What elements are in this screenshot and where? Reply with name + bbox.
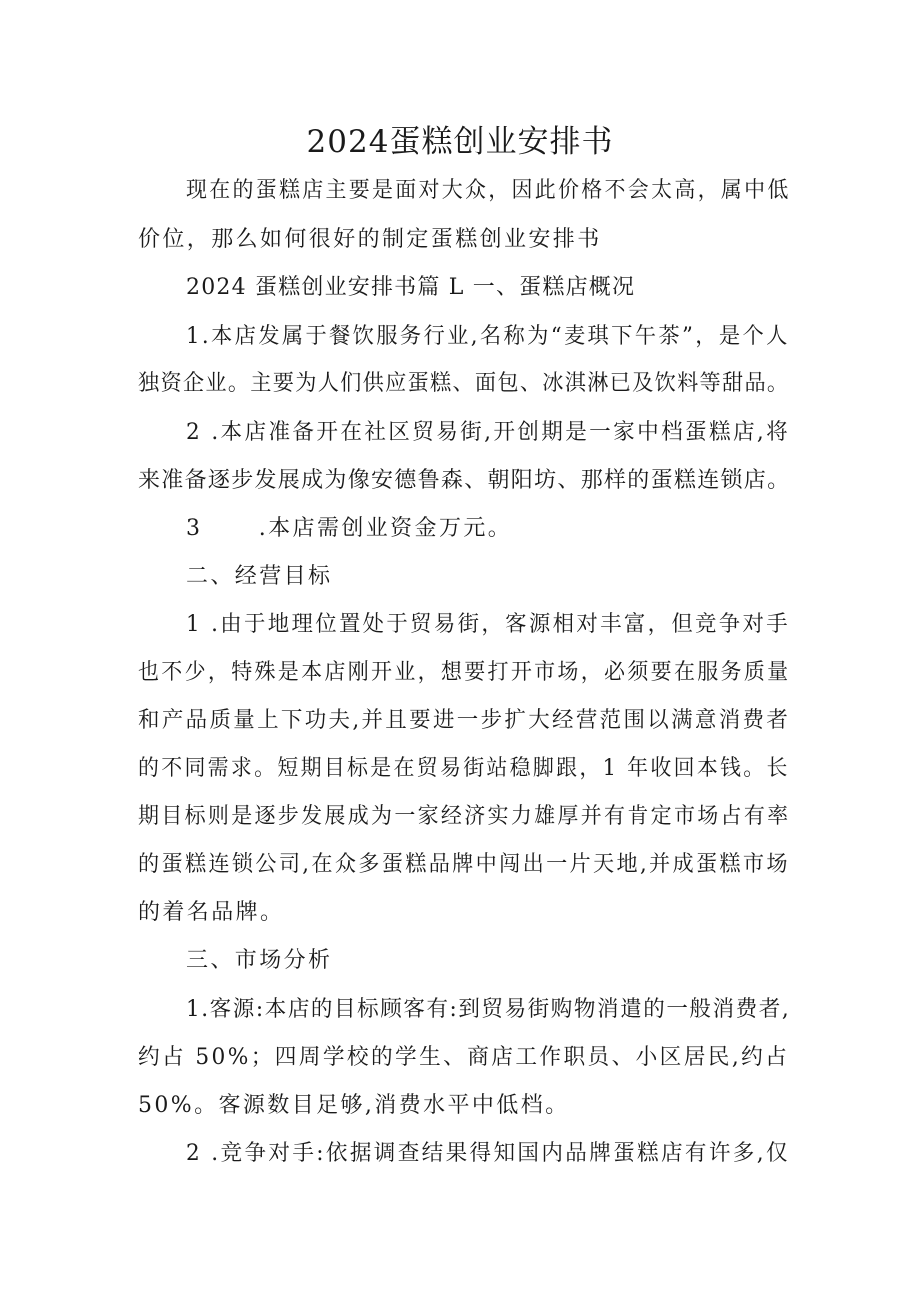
section-heading: 2024 蛋糕创业安排书篇 L 一、蛋糕店概况 <box>186 275 636 300</box>
paragraph-line: 来准备逐步发展成为像安德鲁森、朝阳坊、那样的蛋糕连锁店。 <box>138 468 791 493</box>
section-heading: 二、经营目标 <box>186 564 333 589</box>
document-title: 2024蛋糕创业安排书 <box>306 124 614 160</box>
paragraph-line: 2 .本店准备开在社区贸易街,开创期是一家中档蛋糕店,将 <box>186 420 791 445</box>
paragraph-line: 独资企业。主要为人们供应蛋糕、面包、冰淇淋已及饮料等甜品。 <box>138 371 790 396</box>
paragraph-line: 的蛋糕连锁公司,在众多蛋糕品牌中闯出一片天地,并成蛋糕市场 <box>138 852 790 877</box>
section-heading: 三、市场分析 <box>186 948 333 973</box>
paragraph-line: 的不同需求。短期目标是在贸易街站稳脚跟，1 年收回本钱。长 <box>138 756 790 781</box>
paragraph-line: 期目标则是逐步发展成为一家经济实力雄厚并有肯定市场占有率 <box>138 804 791 829</box>
paragraph-line: 50%。客源数目足够,消费水平中低档。 <box>138 1093 570 1118</box>
paragraph-line: 1 .由于地理位置处于贸易街，客源相对丰富，但竞争对手 <box>186 612 791 637</box>
paragraph-line: 约占 50%；四周学校的学生、商店工作职员、小区居民,约占 <box>138 1045 790 1070</box>
paragraph-line: 1.客源:本店的目标顾客有:到贸易街购物消遣的一般消费者, <box>186 997 791 1022</box>
paragraph-line: 和产品质量上下功夫,并且要进一步扩大经营范围以满意消费者 <box>138 708 791 733</box>
paragraph-line: 的着名品牌。 <box>138 900 285 925</box>
paragraph-line: 现在的蛋糕店主要是面对大众，因此价格不会太高，属中低 <box>186 178 791 203</box>
paragraph-line: 3 .本店需创业资金万元。 <box>186 516 513 541</box>
paragraph-line: 价位，那么如何很好的制定蛋糕创业安排书 <box>138 227 602 252</box>
paragraph-line: 1.本店发属于餐饮服务行业,名称为“麦琪下午茶”，是个人 <box>186 324 790 349</box>
paragraph-line: 也不少，特殊是本店刚开业，想要打开市场，必须要在服务质量 <box>138 660 791 685</box>
paragraph-line: 2 .竞争对手:依据调查结果得知国内品牌蛋糕店有许多,仅 <box>186 1141 790 1166</box>
